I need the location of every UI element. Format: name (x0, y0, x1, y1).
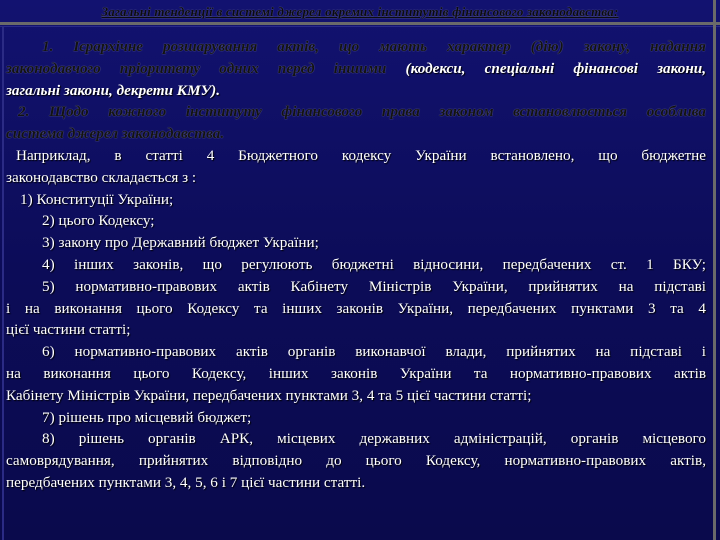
point1-line2 (6, 58, 706, 80)
list-item-8-line-2: самоврядування, прийнятих відповідно до цього Кодексу, нормативно-правових актів, (6, 452, 706, 470)
list-item-8-line-3: передбачених пунктами 3, 4, 5, 6 і 7 цієї частини статті. (6, 473, 366, 491)
list-item-7-line-1: 7) рішень про місцевий бюджет; (42, 408, 252, 426)
list-item-8-line-1: 8) рішень органів АРК, місцевих державних адміністрацій, органів місцевого (42, 430, 706, 448)
list-item-5-line-1: 5) нормативно-правових актів Кабінету Міністрів України, прийнятих на підставі (42, 277, 706, 295)
right-divider (713, 0, 716, 540)
list-item-3-line-1: 3) закону про Державний бюджет України; (42, 234, 319, 252)
list (6, 189, 706, 494)
intro-line1: Наприклад, в статті 4 Бюджетного кодексу України встановлено, що бюджетне (16, 146, 706, 164)
point2-line1: 2. Щодо кожного інституту фінансового права законом встановлюється особлива (18, 103, 706, 121)
point1-line2a: законодавчого пріоритету одних перед іншими (6, 59, 387, 77)
list-item-1-line-1: 1) Конституції України; (20, 190, 174, 208)
list-item-2-line-1: 2) цього Кодексу; (42, 212, 155, 230)
list-item-6-line-2: на виконання цього Кодексу, інших законів України та нормативно-правових актів (6, 364, 706, 382)
list-item-6-line-1: 6) нормативно-правових актів органів виконавчої влади, прийнятих на підставі і (42, 343, 706, 361)
left-divider (2, 26, 4, 540)
top-divider (0, 22, 720, 25)
point1-line3: загальні закони, декрети КМУ). (6, 81, 220, 99)
list-item-5-line-3: цієї частини статті; (6, 321, 131, 339)
slide-title: Загальні тенденції в системі джерел окремих інститутів фінансового законодавства: (101, 4, 619, 19)
point1-line1: 1. Ієрархічне розшарування актів, що мають характер (дію) закону, надання (42, 38, 706, 55)
list-item-4-line-1: 4) інших законів, що регулюють бюджетні відносини, передбачених ст. 1 БКУ; (42, 255, 706, 273)
list-item-5-line-2: і на виконання цього Кодексу та інших законів України, передбачених пунктами 3 та 4 (6, 299, 706, 317)
list-item-6-line-3: Кабінету Міністрів України, передбачених пунктами 3, 4 та 5 цієї частини статті; (6, 386, 532, 404)
slide-content (6, 36, 706, 494)
intro-line2: законодавство складається з : (6, 168, 197, 186)
point2-line2: система джерел законодавства. (6, 125, 225, 143)
point1-line2b: (кодекси, спеціальні фінансові закони, (405, 59, 706, 77)
top-divider-shadow (0, 26, 720, 27)
